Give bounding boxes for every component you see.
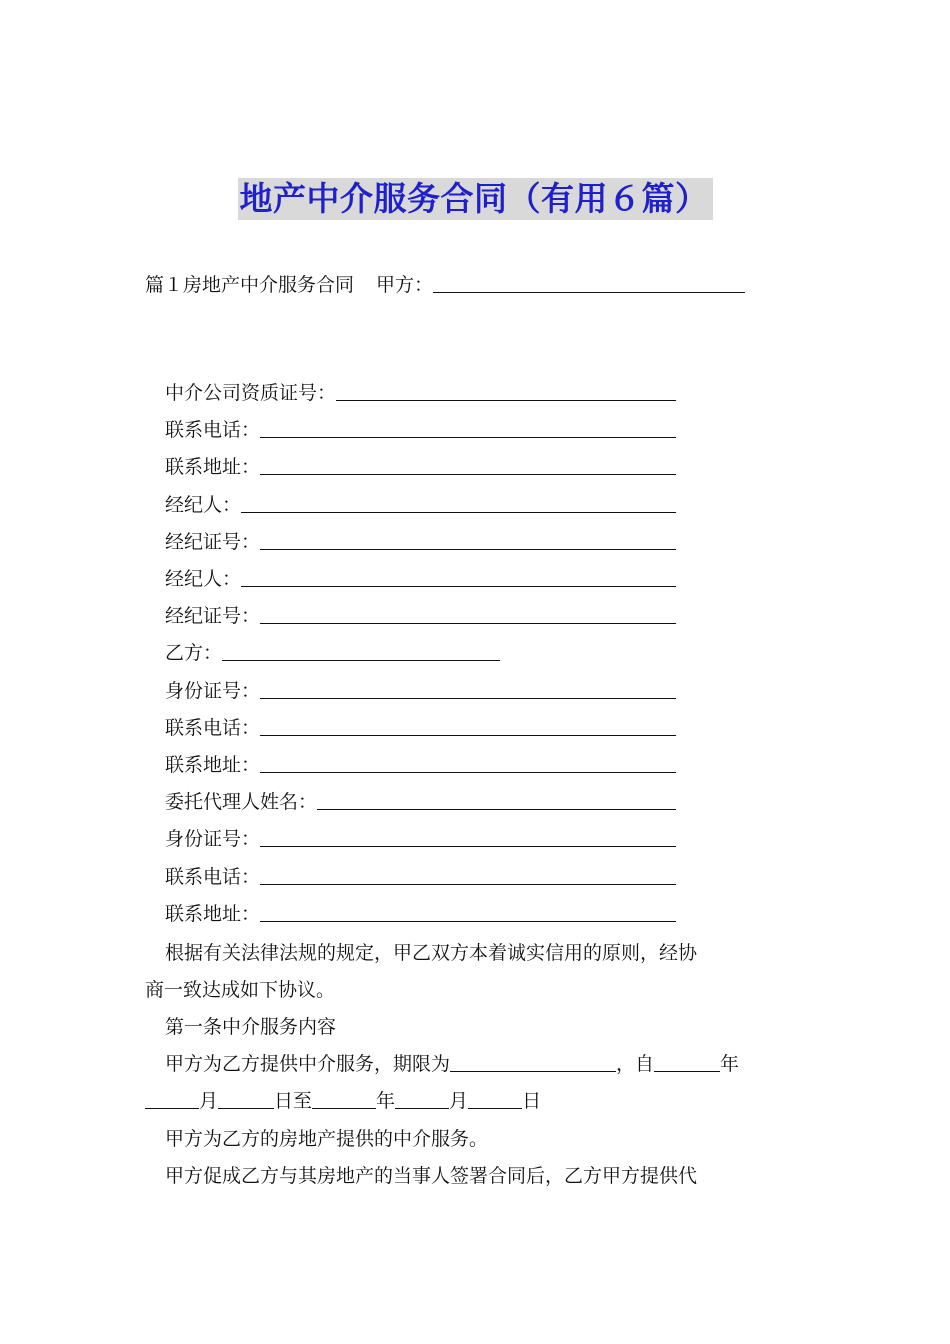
field-blank[interactable] (260, 456, 676, 475)
field-label: 经纪证号： (165, 605, 261, 628)
day-to-label: 日至 (274, 1090, 313, 1112)
field-row (165, 566, 676, 592)
field-label: 身份证号： (165, 828, 261, 851)
field-label: 经纪人： (165, 568, 242, 590)
field-blank[interactable] (260, 531, 676, 550)
field-blank[interactable] (260, 419, 676, 438)
period-text: 甲方为乙方提供中介服务，期限为 (165, 1053, 451, 1075)
header-line (145, 272, 745, 298)
field-row (165, 603, 676, 629)
field-row (165, 715, 676, 741)
field-row (165, 678, 676, 704)
start-month-blank[interactable] (145, 1090, 199, 1109)
article-1-title: 第一条中介服务内容 (165, 1016, 337, 1038)
end-day-blank[interactable] (468, 1090, 522, 1109)
body-paragraph-1-line-1: 根据有关法律法规的规定，甲乙双方本着诚实信用的原则，经协 (165, 942, 698, 964)
field-row (165, 752, 676, 778)
field-label: 乙方： (165, 642, 223, 665)
field-blank[interactable] (260, 605, 676, 624)
party-a-label: 甲方： (376, 274, 434, 296)
field-blank[interactable] (260, 866, 676, 885)
field-blank[interactable] (260, 680, 676, 699)
field-row (165, 529, 676, 555)
field-label: 联系电话： (165, 865, 261, 888)
service-period-line (165, 1051, 739, 1077)
field-row (165, 492, 676, 518)
party-a-blank[interactable] (433, 274, 745, 293)
body-paragraph-3: 甲方为乙方的房地产提供的中介服务。 (165, 1128, 489, 1150)
field-label: 经纪证号： (165, 530, 261, 553)
field-label: 经纪人： (165, 493, 242, 516)
month-label-2: 月 (449, 1090, 469, 1112)
section-title: 篇１房地产中介服务合同 (145, 274, 355, 296)
period-blank[interactable] (450, 1053, 616, 1072)
field-row (165, 380, 676, 406)
field-blank[interactable] (260, 828, 676, 847)
field-label: 联系地址： (165, 754, 261, 776)
field-label: 联系电话： (165, 716, 261, 739)
field-label: 委托代理人姓名： (165, 791, 318, 814)
end-month-blank[interactable] (395, 1090, 449, 1109)
field-blank[interactable] (222, 642, 500, 661)
field-blank[interactable] (260, 903, 676, 922)
field-label: 联系电话： (165, 419, 261, 442)
field-row (165, 454, 676, 480)
document-title: 地产中介服务合同（有用６篇） (238, 178, 713, 220)
field-row (165, 826, 676, 852)
body-paragraph-4: 甲方促成乙方与其房地产的当事人签署合同后，乙方甲方提供代 (165, 1165, 698, 1187)
year-label-2: 年 (376, 1090, 396, 1112)
field-row (165, 864, 676, 890)
start-year-blank[interactable] (654, 1053, 720, 1072)
end-year-blank[interactable] (312, 1090, 376, 1109)
from-text: ，自 (616, 1053, 655, 1075)
month-label: 月 (199, 1090, 219, 1112)
field-blank[interactable] (241, 494, 676, 513)
field-row (165, 640, 500, 666)
field-blank[interactable] (241, 568, 676, 587)
day-label: 日 (522, 1090, 542, 1112)
field-row (165, 789, 676, 815)
start-day-blank[interactable] (218, 1090, 274, 1109)
field-blank[interactable] (336, 382, 676, 401)
body-paragraph-1-line-2: 商一致达成如下协议。 (145, 979, 336, 1001)
field-blank[interactable] (317, 791, 676, 810)
field-label: 联系地址： (165, 456, 261, 479)
field-label: 联系地址： (165, 902, 261, 925)
field-label: 身份证号： (165, 679, 261, 702)
field-label: 中介公司资质证号： (165, 382, 337, 404)
field-blank[interactable] (260, 717, 676, 736)
title-wrap (0, 178, 950, 220)
service-dates-line (145, 1088, 541, 1114)
year-label: 年 (720, 1053, 740, 1075)
field-row (165, 901, 676, 927)
field-blank[interactable] (260, 754, 676, 773)
field-row (165, 417, 676, 443)
